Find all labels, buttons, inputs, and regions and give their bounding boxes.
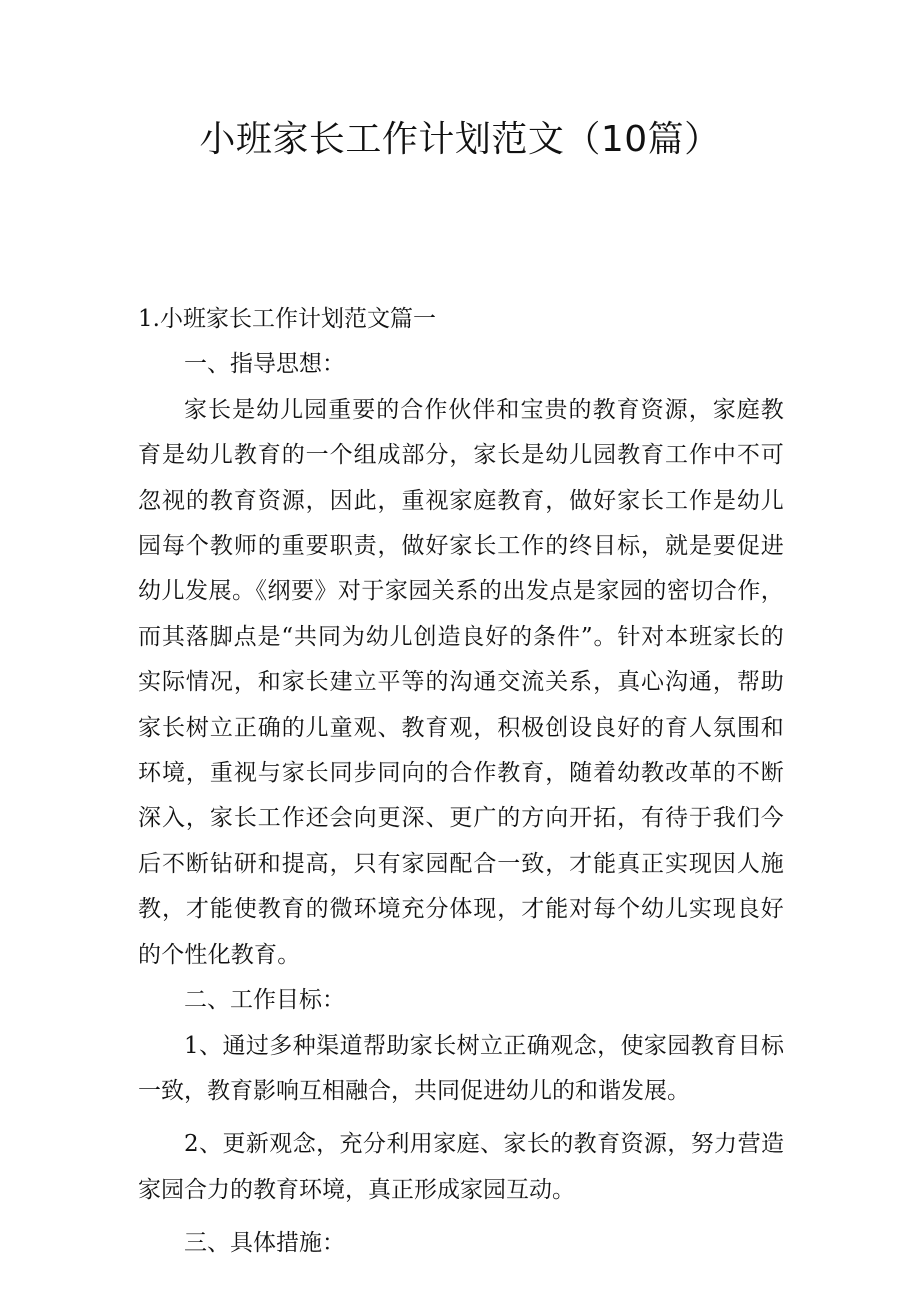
work-goals-heading: 二、工作目标： xyxy=(184,987,345,1014)
specific-measures-heading: 三、具体措施： xyxy=(184,1230,345,1257)
work-goal-1: 1、通过多种渠道帮助家长树立正确观念，使家园教育目标一致，教育影响互相融合，共同促进幼儿的和谐发展。 xyxy=(138,1032,784,1104)
article-heading: 1.小班家长工作计划范文篇一 xyxy=(138,306,436,332)
document-body xyxy=(138,297,784,1267)
work-goal-2: 2、更新观念，充分利用家庭、家长的教育资源，努力营造家园合力的教育环境，真正形成家园互动。 xyxy=(138,1131,784,1203)
guiding-thought-heading: 一、指导思想： xyxy=(184,351,345,378)
document-title: 小班家长工作计划范文（10篇） xyxy=(199,119,721,160)
guiding-thought-paragraph: 家长是幼儿园重要的合作伙伴和宝贵的教育资源，家庭教育是幼儿教育的一个组成部分，家长是幼儿园教育工作中不可忽视的教育资源，因此，重视家庭教育，做好家长工作是幼儿园每个教师的重要职责，做好家长工作的终目标，就是要促进幼儿发展。《纲要》对于家园关系的出发点是家园的密切合作，而其落脚点是“共同为幼儿创造良好的条件”。针对本班家长的实际情况，和家长建立平等的沟通交流关系，真心沟通，帮助家长树立正确的儿童观、教育观，积极创设良好的育人氛围和环境，重视与家长同步同向的合作教育，随着幼教改革的不断深入，家长工作还会向更深、更广的方向开拓，有待于我们今后不断钻研和提高，只有家园配合一致，才能真正实现因人施教，才能使教育的微环境充分体现，才能对每个幼儿实现良好的个性化教育。 xyxy=(138,396,784,968)
